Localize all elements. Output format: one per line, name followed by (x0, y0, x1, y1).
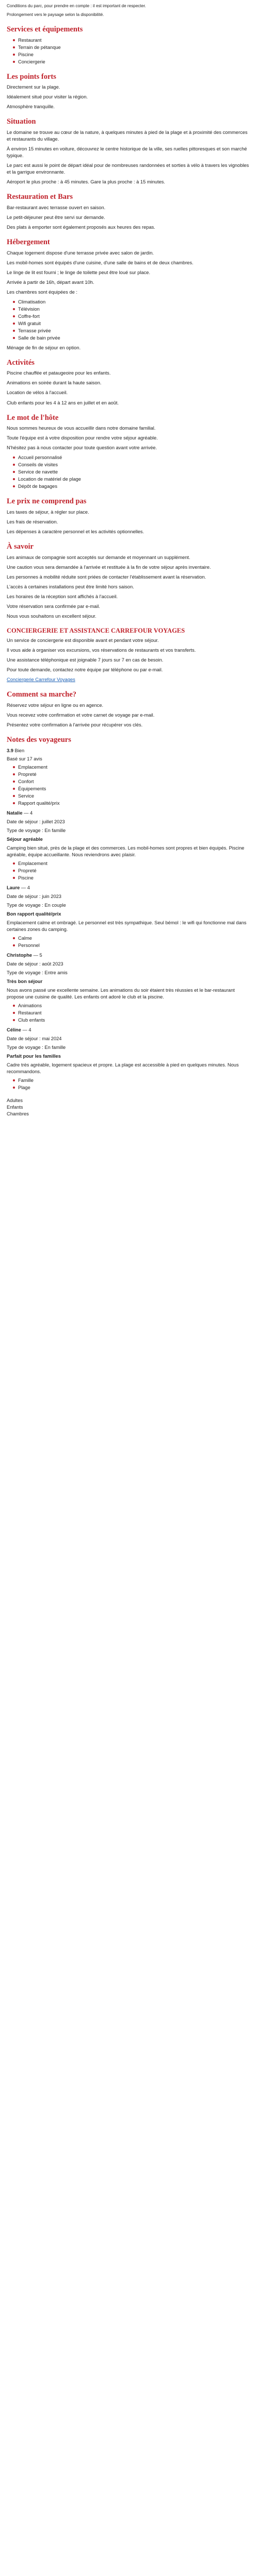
list-item: Propreté (18, 868, 251, 874)
review-body: Cadre très agréable, logement spacieux et propre. La plage est accessible à pied en quelques minutes. Nous recommandons. (7, 1062, 239, 1075)
reviews-section (7, 736, 251, 1091)
section-title: Activités (7, 358, 35, 367)
list-item: Service de navette (18, 469, 251, 476)
list-item: Rapport qualité/prix (18, 800, 251, 807)
paragraph: Une assistance téléphonique est joignable 7 jours sur 7 en cas de besoin. (7, 657, 164, 663)
criteria-list (7, 764, 251, 807)
list-item: Service (18, 793, 251, 800)
review-count: Basé sur 17 avis (7, 756, 42, 761)
review-title: Très bon séjour (7, 979, 43, 985)
paragraph: À environ 15 minutes en voiture, découvrez le centre historique de la ville, ses ruelles pittoresques et son marché typique. (7, 146, 247, 159)
review-rating: 4 (27, 885, 30, 890)
points-forts-section (7, 73, 251, 111)
services-section (7, 25, 251, 65)
score-value: 3.9 (7, 748, 13, 753)
list-item: Équipements (18, 786, 251, 792)
paragraph: Les dépenses à caractère personnel et les activités optionnelles. (7, 529, 144, 535)
paragraph: Les mobil-homes sont équipés d'une cuisine, d'une salle de bains et de deux chambres. (7, 260, 194, 265)
activites-section (7, 359, 251, 406)
list-item: Confort (18, 778, 251, 785)
reviewer-name: Céline (7, 1027, 21, 1033)
review-item (7, 952, 251, 1024)
section-title: Restauration et Bars (7, 193, 73, 201)
paragraph: Une caution vous sera demandée à l'arrivée et restituée à la fin de votre séjour après inventaire. (7, 564, 211, 570)
review-body: Emplacement calme et ombragé. Le personnel est très sympathique. Seul bémol : le wifi qui fonctionne mal dans certaines zones du camping. (7, 920, 247, 932)
review-body: Camping bien situé, près de la plage et des commerces. Les mobil-homes sont propres et bien équipés. Piscine agréable, équipe accueillante. Nous reviendrons avec plaisir. (7, 845, 245, 857)
guest-line: Enfants (7, 1105, 23, 1110)
paragraph: Des plats à emporter sont également proposés aux heures des repas. (7, 224, 155, 230)
guest-line: Adultes (7, 1098, 23, 1104)
score-label: Bien (14, 748, 25, 753)
a-savoir-section (7, 543, 251, 600)
paragraph: Il vous aide à organiser vos excursions, vos réservations de restaurants et vos transferts. (7, 648, 196, 653)
paragraph: Les frais de réservation. (7, 519, 58, 524)
concierge-section (7, 627, 251, 683)
review-title: Parfait pour les familles (7, 1054, 61, 1059)
paragraph: Atmosphère tranquille. (7, 104, 55, 110)
review-type: Type de voyage : En famille (7, 1045, 66, 1050)
review-rating: 4 (29, 810, 33, 816)
list-item: Conciergerie (18, 59, 251, 65)
paragraph: Le parc est aussi le point de départ idéal pour de nombreuses randonnées et sorties à vélo à travers les vignobles et la garrigue environnante. (7, 163, 249, 175)
review-score (7, 748, 251, 754)
review-item (7, 885, 251, 949)
review-item (7, 810, 251, 882)
paragraph: Ménage de fin de séjour en option. (7, 345, 81, 350)
divers-section (7, 497, 251, 535)
page (0, 0, 258, 1120)
paragraph: Réservez votre séjour en ligne ou en agence. (7, 702, 104, 708)
reviewer-name: Natalie (7, 810, 23, 816)
list-item: Coffre-fort (18, 313, 251, 320)
paragraph: Vous recevez votre confirmation et votre carnet de voyage par e-mail. (7, 712, 155, 718)
section-title: Services et équipements (7, 25, 83, 33)
section-title: Le prix ne comprend pas (7, 497, 87, 506)
section-title: Comment sa marche? (7, 690, 77, 699)
signoff-text: Nous vous souhaitons un excellent séjour. (7, 613, 96, 619)
paragraph: Nous sommes heureux de vous accueillir dans notre domaine familial. (7, 426, 156, 431)
confirmation-text: Votre réservation sera confirmée par e-mail. (7, 603, 100, 609)
list-item: Piscine (18, 875, 251, 882)
list-item: Salle de bain privée (18, 335, 251, 342)
list-item: Terrasse privée (18, 328, 251, 334)
review-tags (7, 860, 251, 882)
paragraph: L'accès à certaines installations peut être limité hors saison. (7, 584, 134, 589)
list-item: Emplacement (18, 764, 251, 771)
paragraph: Un service de conciergerie est disponible avant et pendant votre séjour. (7, 638, 159, 643)
review-date: Date de séjour : mai 2024 (7, 1036, 62, 1042)
section-title: Notes des voyageurs (7, 735, 71, 744)
review-author: Laure — 4 (7, 885, 30, 890)
review-type: Type de voyage : Entre amis (7, 970, 68, 976)
paragraph: Chaque logement dispose d'une terrasse privée avec salon de jardin. (7, 250, 154, 256)
review-author: Christophe — 5 (7, 953, 42, 958)
paragraph: Les taxes de séjour, à régler sur place. (7, 509, 89, 515)
review-title: Bon rapport qualité/prix (7, 911, 61, 917)
host-list (7, 454, 251, 490)
section-title: Les points forts (7, 72, 56, 81)
section-title: Situation (7, 117, 36, 126)
list-item: Propreté (18, 771, 251, 778)
restauration-section (7, 193, 251, 231)
comment-section (7, 690, 251, 728)
reviewer-name: Laure (7, 885, 20, 890)
list-item: Terrain de pétanque (18, 44, 251, 51)
section-title: Hébergement (7, 238, 50, 246)
paragraph: Directement sur la plage. (7, 84, 60, 90)
list-item: Club enfants (18, 1017, 251, 1024)
section-title: CONCIERGERIE ET ASSISTANCE CARREFOUR VOYAGES (7, 626, 185, 634)
list-item: Accueil personnalisé (18, 454, 251, 461)
list-item: Climatisation (18, 299, 251, 306)
paragraph: Aéroport le plus proche : à 45 minutes. Gare la plus proche : à 15 minutes. (7, 179, 165, 185)
paragraph: Idéalement situé pour visiter la région. (7, 94, 88, 100)
paragraph: Les personnes à mobilité réduite sont priées de contacter l'établissement avant la réservation. (7, 574, 206, 580)
paragraph: N'hésitez pas à nous contacter pour toute question avant votre arrivée. (7, 445, 157, 451)
list-item: Conseils de visites (18, 462, 251, 468)
list-item: Piscine (18, 52, 251, 58)
list-item: Famille (18, 1077, 251, 1084)
list-item: Télévision (18, 306, 251, 313)
paragraph: Les animaux de compagnie sont acceptés sur demande et moyennant un supplément. (7, 554, 190, 560)
paragraph: Pour toute demande, contactez notre équipe par téléphone ou par e-mail. (7, 667, 163, 673)
review-date: Date de séjour : août 2023 (7, 961, 63, 967)
hote-section (7, 414, 251, 490)
guest-line: Chambres (7, 1111, 29, 1117)
situation-section (7, 117, 251, 185)
intro-line: Prolongement vers le paysage selon la disponibilité. (7, 12, 104, 18)
paragraph: Location de vélos à l'accueil. (7, 390, 68, 396)
review-author: Céline — 4 (7, 1027, 31, 1033)
list-item: Emplacement (18, 860, 251, 867)
review-item (7, 1027, 251, 1091)
list-item: Restaurant (18, 37, 251, 44)
review-tags (7, 1077, 251, 1091)
paragraph: Présentez votre confirmation à l'arrivée pour récupérer vos clés. (7, 722, 143, 727)
list-item: Plage (18, 1084, 251, 1091)
intro-line: Conditions du parc, pour prendre en compte : il est important de respecter. (7, 4, 146, 8)
link-paragraph (7, 676, 251, 683)
paragraph: Les horaires de la réception sont affichés à l'accueil. (7, 594, 118, 599)
review-rating: 4 (28, 1027, 31, 1033)
paragraph: Piscine chauffée et pataugeoire pour les enfants. (7, 370, 111, 376)
paragraph: Bar-restaurant avec terrasse ouvert en saison. (7, 205, 106, 210)
paragraph: Le linge de lit est fourni ; le linge de toilette peut être loué sur place. (7, 269, 151, 275)
review-tags (7, 1003, 251, 1024)
review-tags (7, 935, 251, 949)
guest-summary (7, 1097, 251, 1117)
paragraph: Arrivée à partir de 16h, départ avant 10h. (7, 279, 94, 285)
list-item: Animations (18, 1003, 251, 1009)
list-item: Calme (18, 935, 251, 942)
review-body: Nous avons passé une excellente semaine. Les animations du soir étaient très réussies et le bar-restaurant propose une cuisine de qualité. Les enfants ont adoré le club et la piscine. (7, 988, 235, 1000)
section-title: À savoir (7, 543, 34, 551)
review-title: Séjour agréable (7, 836, 43, 842)
list-intro: Les chambres sont équipées de : (7, 289, 77, 295)
services-list (7, 37, 251, 65)
paragraph: Toute l'équipe est à votre disposition pour rendre votre séjour agréable. (7, 435, 158, 441)
list-item: Wifi gratuit (18, 320, 251, 327)
reviewer-name: Christophe (7, 953, 33, 958)
concierge-link[interactable]: Conciergerie Carrefour Voyages (7, 677, 75, 683)
review-type: Type de voyage : En famille (7, 827, 66, 833)
review-author: Natalie — 4 (7, 810, 33, 816)
hebergement-section (7, 238, 251, 351)
list-item: Restaurant (18, 1010, 251, 1016)
paragraph: Le domaine se trouve au cœur de la nature, à quelques minutes à pied de la plage et à proximité des commerces et restaurants du village. (7, 130, 248, 142)
paragraph: Animations en soirée durant la haute saison. (7, 380, 102, 386)
list-item: Dépôt de bagages (18, 483, 251, 490)
review-date: Date de séjour : juin 2023 (7, 893, 61, 899)
list-item: Personnel (18, 942, 251, 949)
list-item: Location de matériel de plage (18, 476, 251, 483)
paragraph: Le petit-déjeuner peut être servi sur demande. (7, 214, 105, 220)
review-rating: 5 (39, 953, 42, 958)
section-title: Le mot de l'hôte (7, 413, 59, 422)
review-date: Date de séjour : juillet 2023 (7, 819, 65, 824)
review-type: Type de voyage : En couple (7, 902, 66, 908)
equipment-list (7, 299, 251, 342)
paragraph: Club enfants pour les 4 à 12 ans en juillet et en août. (7, 400, 119, 405)
